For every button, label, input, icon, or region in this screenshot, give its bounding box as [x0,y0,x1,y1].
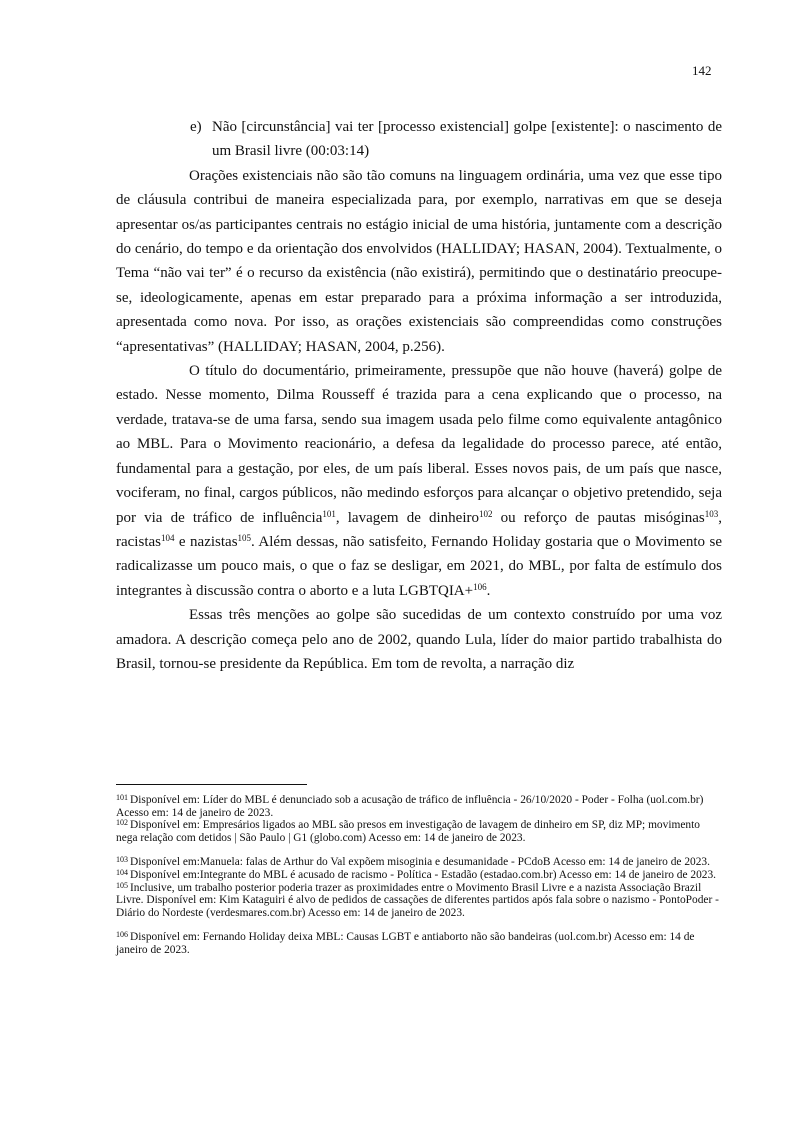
footnote-ref-106[interactable]: 106 [473,581,487,592]
footnote-text: Disponível em: Empresários ligados ao MBL são presos em investigação de lavagem de dinheiro em SP, diz MP; movimento nega relação com detidos | São Paulo | G1 (globo.com) Acesso em: 14 de janeiro de 2023. [116,819,700,844]
footnote-ref-104[interactable]: 104 [160,532,175,543]
paragraph-existential-clauses: Orações existenciais não são tão comuns na linguagem ordinária, uma vez que esse tipo de cláusula contribui de maneira especializada para, por exemplo, narrativas em que se deseja apresentar os/as participantes centrais no estágio inicial de uma história, juntamente com a descrição do cenário, do tempo e da orientação dos envolvidos (HALLIDAY; HASAN, 2004). Textualmente, o Tema “não vai ter” é o recurso da existência (não existirá), permitindo que o destinatário preocupe-se, ideologicamente, apenas em estar preparado para a próxima informação a ser introduzida, apresentada como nova. Por isso, as orações existenciais são compreendidas como construções “apresentativas” (HALLIDAY; HASAN, 2004, p.256). [116,167,722,355]
text-run: . [486,582,491,599]
list-item-text: Não [circunstância] vai ter [processo existencial] golpe [existente]: o nascimento de um Brasil livre (00:03:14) [212,119,722,160]
footnote-ref-101[interactable]: 101 [322,508,336,519]
footnote-104 [116,869,722,882]
text-run: ou reforço de pautas misóginas [492,509,705,526]
page-number: 142 [692,63,712,78]
footnote-text: Disponível em: Líder do MBL é denunciado sob a acusação de tráfico de influência - 26/10/2020 - Poder - Folha (uol.com.br) Acesso em: 14 de janeiro de 2023. [116,794,704,819]
footnote-101 [116,794,722,819]
footnote-number: 106 [116,930,128,940]
footnote-separator [116,784,307,785]
footnote-ref-103[interactable]: 103 [704,508,719,519]
footnote-text: Inclusive, um trabalho posterior poderia trazer as proximidades entre o Movimento Brasil Livre e a nazista Associação Brazil Livre. Disponível em: Kim Kataguiri é alvo de pedidos de cassações de diferentes partidos após fala sobre o nazismo - PontoPoder - Diário do Nordeste (verdesmares.com.br) Acesso em: 14 de janeiro de 2023. [116,881,719,919]
text-run: e nazistas [174,533,238,550]
footnote-ref-105[interactable]: 105 [237,532,252,543]
footnote-ref-102[interactable]: 102 [478,508,493,519]
footnote-number: 103 [116,855,128,865]
text-run: , lavagem de dinheiro [335,509,479,526]
footnote-number: 104 [116,867,128,877]
text-run: O título do documentário, primeiramente, pressupõe que não houve (haverá) golpe de estado. Nesse momento, Dilma Rousseff é trazida para a cena explicando que o processo, na verdade, tratava-se de uma farsa, sendo sua imagem usada pelo filme como equivalente antagônico ao MBL. Para o Movimento reacionário, a defesa da legalidade do processo parece, até então, fundamental para a gestação, por eles, de um país liberal. Esses novos pais, de um país que nasce, vociferam, no final, cargos públicos, não medindo esforços para alcançar o objetivo pretendido, seja por via de tráfico de influência [116,363,722,526]
footnote-text: Disponível em: Fernando Holiday deixa MBL: Causas LGBT e antiaborto não são bandeiras (uol.com.br) Acesso em: 14 de janeiro de 2023. [116,931,695,956]
list-marker: e) [190,119,202,135]
paragraph-golpe-mentions: Essas três menções ao golpe são sucedidas de um contexto construído por uma voz amadora. A descrição começa pelo ano de 2002, quando Lula, líder do maior partido trabalhista do Brasil, tornou-se presidente da República. Em tom de revolta, a narração diz [116,607,722,672]
footnotes [116,794,722,957]
footnote-number: 105 [116,880,128,890]
text-run: , racistas [116,509,722,550]
main-text [116,115,722,676]
footnote-number: 101 [116,793,128,802]
paragraph-documentary-title [116,359,722,603]
footnote-text: Disponível em:Integrante do MBL é acusado de racismo - Política - Estadão (estadao.com.br) Acesso em: 14 de janeiro de 2023. [130,868,717,881]
footnote-number: 102 [116,818,128,828]
footnote-105 [116,882,722,920]
text-run: . Além dessas, não satisfeito, Fernando Holiday gostaria que o Movimento se radicalizasse um pouco mais, o que o faz se desligar, em 2021, do MBL, por falta de estímulo dos integrantes à discussão contra o aborto e a luta LGBTQIA+ [116,533,723,599]
footnote-102 [116,819,722,844]
footnote-103 [116,856,722,869]
footnote-text: Disponível em:Manuela: falas de Arthur do Val expõem misoginia e desumanidade - PCdoB Acesso em: 14 de janeiro de 2023. [130,856,710,869]
footnote-106 [116,931,722,956]
list-item [116,115,722,164]
